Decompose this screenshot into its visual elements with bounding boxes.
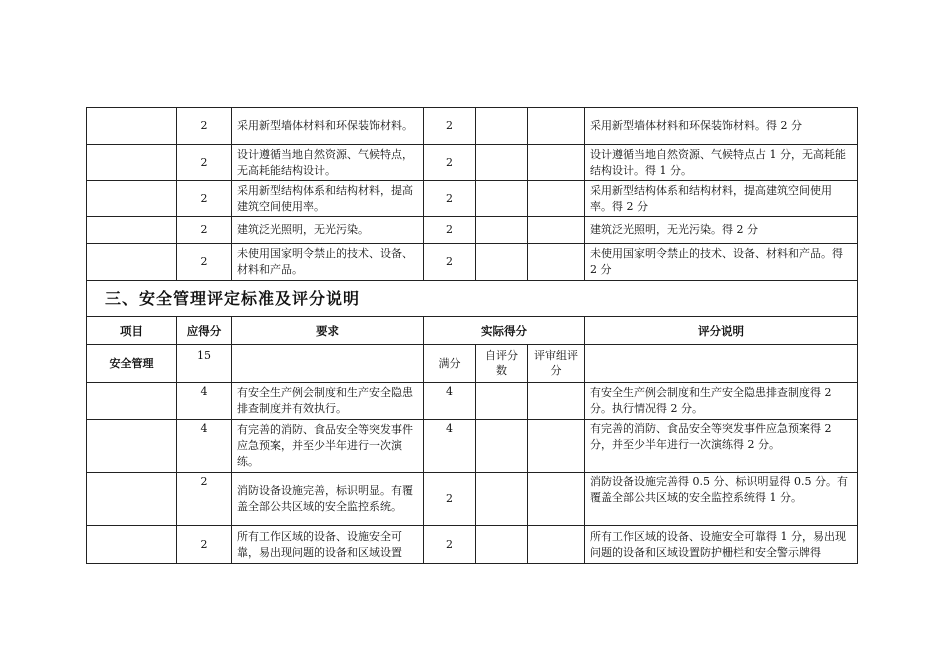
item-cell xyxy=(87,420,177,473)
category-score: 15 xyxy=(177,345,232,383)
evaluation-table xyxy=(86,107,858,564)
self-score-cell xyxy=(476,108,528,145)
note-cell: 采用新型墙体材料和环保装饰材料。得 2 分 xyxy=(585,108,858,145)
full-score-cell: 2 xyxy=(424,217,476,244)
requirement-cell: 未使用国家明令禁止的技术、设备、材料和产品。 xyxy=(232,244,424,281)
full-score-cell: 2 xyxy=(424,181,476,217)
self-score-cell xyxy=(476,383,528,420)
table-row xyxy=(87,526,858,564)
item-cell xyxy=(87,181,177,217)
review-score-cell xyxy=(528,108,585,145)
review-score-cell xyxy=(528,217,585,244)
requirement-cell: 采用新型墙体材料和环保装饰材料。 xyxy=(232,108,424,145)
score-cell: 2 xyxy=(177,244,232,281)
section-title: 三、安全管理评定标准及评分说明 xyxy=(87,281,858,317)
category-name: 安全管理 xyxy=(87,345,177,383)
item-cell xyxy=(87,473,177,526)
requirement-cell: 设计遵循当地自然资源、气候特点，无高耗能结构设计。 xyxy=(232,145,424,181)
review-score-cell xyxy=(528,383,585,420)
table-row xyxy=(87,217,858,244)
requirement-cell: 采用新型结构体系和结构材料，提高建筑空间使用率。 xyxy=(232,181,424,217)
item-cell xyxy=(87,383,177,420)
header-score: 应得分 xyxy=(177,317,232,345)
table-row xyxy=(87,473,858,526)
review-score-cell xyxy=(528,420,585,473)
note-cell: 设计遵循当地自然资源、气候特点占 1 分，无高耗能结构设计。得 1 分。 xyxy=(585,145,858,181)
sub-header-self-label: 自评分数 xyxy=(485,349,518,377)
category-requirement xyxy=(232,345,424,383)
requirement-cell: 有安全生产例会制度和生产安全隐患排查制度并有效执行。 xyxy=(232,383,424,420)
score-cell: 2 xyxy=(177,181,232,217)
section-heading-row xyxy=(87,281,858,317)
item-cell xyxy=(87,244,177,281)
note-cell: 采用新型结构体系和结构材料，提高建筑空间使用率。得 2 分 xyxy=(585,181,858,217)
header-note: 评分说明 xyxy=(585,317,858,345)
note-cell: 建筑泛光照明，无光污染。得 2 分 xyxy=(585,217,858,244)
self-score-cell xyxy=(476,217,528,244)
score-cell: 4 xyxy=(177,383,232,420)
requirement-cell: 消防设备设施完善，标识明显。有覆盖全部公共区域的安全监控系统。 xyxy=(232,473,424,526)
self-score-cell xyxy=(476,526,528,564)
note-cell: 所有工作区域的设备、设施安全可靠得 1 分，易出现问题的设备和区域设置防护栅栏和安全警示牌得 xyxy=(585,526,858,564)
full-score-cell: 2 xyxy=(424,244,476,281)
score-cell: 4 xyxy=(177,420,232,473)
full-score-cell: 4 xyxy=(424,420,476,473)
note-cell: 未使用国家明令禁止的技术、设备、材料和产品。得 2 分 xyxy=(585,244,858,281)
requirement-cell: 有完善的消防、食品安全等突发事件应急预案，并至少半年进行一次演练。 xyxy=(232,420,424,473)
item-cell xyxy=(87,526,177,564)
review-score-cell xyxy=(528,473,585,526)
sub-header-review xyxy=(528,345,585,383)
score-cell: 2 xyxy=(177,108,232,145)
review-score-cell xyxy=(528,244,585,281)
item-cell xyxy=(87,108,177,145)
self-score-cell xyxy=(476,420,528,473)
header-item: 项目 xyxy=(87,317,177,345)
table-row xyxy=(87,181,858,217)
category-note xyxy=(585,345,858,383)
review-score-cell xyxy=(528,526,585,564)
header-row xyxy=(87,317,858,345)
header-requirement: 要求 xyxy=(232,317,424,345)
item-cell xyxy=(87,145,177,181)
item-cell xyxy=(87,217,177,244)
full-score-cell: 2 xyxy=(424,473,476,526)
review-score-cell xyxy=(528,181,585,217)
header-actual-score: 实际得分 xyxy=(424,317,585,345)
requirement-cell: 所有工作区域的设备、设施安全可靠，易出现问题的设备和区域设置 xyxy=(232,526,424,564)
full-score-cell: 2 xyxy=(424,108,476,145)
table-row xyxy=(87,145,858,181)
sub-header-self xyxy=(476,345,528,383)
score-cell: 2 xyxy=(177,526,232,564)
category-row xyxy=(87,345,858,383)
review-score-cell xyxy=(528,145,585,181)
self-score-cell xyxy=(476,473,528,526)
sub-header-full xyxy=(424,345,476,383)
table-row xyxy=(87,383,858,420)
self-score-cell xyxy=(476,145,528,181)
self-score-cell xyxy=(476,244,528,281)
note-cell: 消防设备设施完善得 0.5 分、标识明显得 0.5 分。有覆盖全部公共区域的安全监控系统得 1 分。 xyxy=(585,473,858,526)
score-cell: 2 xyxy=(177,473,232,526)
self-score-cell xyxy=(476,181,528,217)
full-score-cell: 4 xyxy=(424,383,476,420)
score-cell: 2 xyxy=(177,217,232,244)
full-score-cell: 2 xyxy=(424,526,476,564)
note-cell: 有完善的消防、食品安全等突发事件应急预案得 2 分，并至少半年进行一次演练得 2 分。 xyxy=(585,420,858,473)
full-score-cell: 2 xyxy=(424,145,476,181)
sub-header-review-label: 评审组评分 xyxy=(534,349,578,377)
note-cell: 有安全生产例会制度和生产安全隐患排查制度得 2 分。执行情况得 2 分。 xyxy=(585,383,858,420)
table-row xyxy=(87,108,858,145)
table-row xyxy=(87,244,858,281)
score-cell: 2 xyxy=(177,145,232,181)
requirement-cell: 建筑泛光照明，无光污染。 xyxy=(232,217,424,244)
sub-header-full-label: 满分 xyxy=(438,356,461,370)
table-row xyxy=(87,420,858,473)
